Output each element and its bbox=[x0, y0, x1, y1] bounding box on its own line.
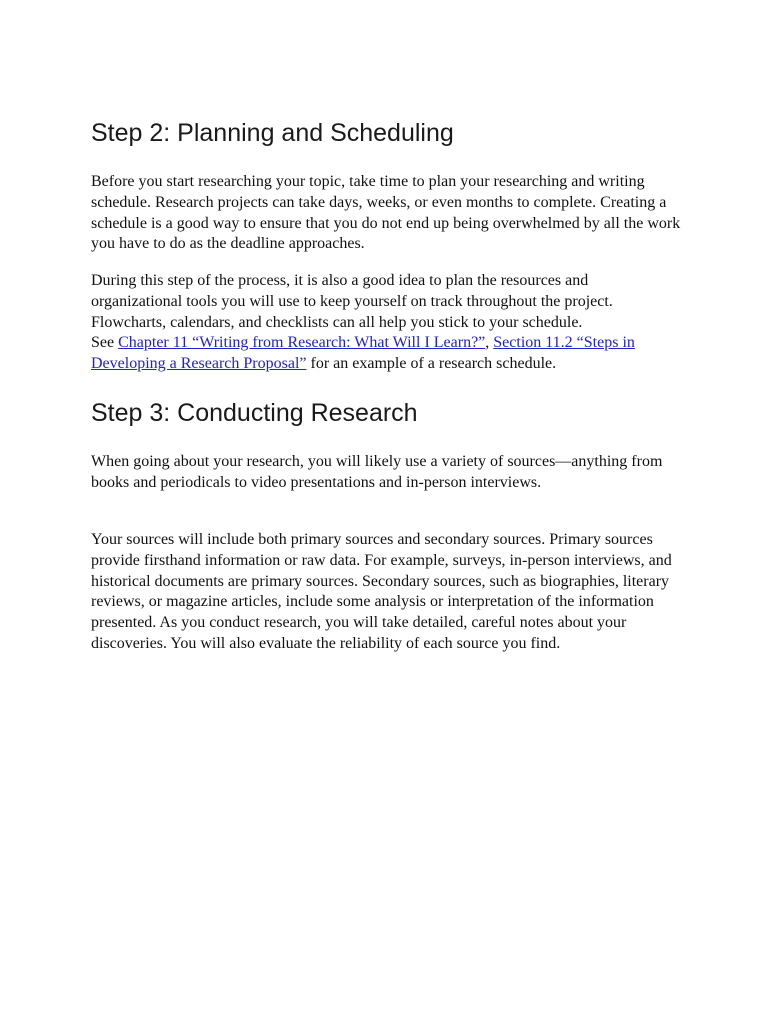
section-11-2-link[interactable]: Section 11.2 “Steps in Developing a Research Proposal” bbox=[91, 334, 635, 373]
see-label: See bbox=[91, 334, 119, 352]
step2-paragraph-2-tail: for an example of a research schedule. bbox=[306, 355, 557, 373]
step2-paragraph-1: Before you start researching your topic, take time to plan your researching and writing schedule. Research projects can take days, weeks, or even months to complete. Creating a schedule is a good way to ensure that you do not end up being overwhelmed by all the work you have to do as the deadline approaches. bbox=[91, 173, 681, 253]
chapter-11-link[interactable]: Chapter 11 “Writing from Research: What Will I Learn?” bbox=[118, 334, 486, 352]
step2-paragraph-2 bbox=[91, 271, 683, 375]
step2-paragraph-2-text: During this step of the process, it is also a good idea to plan the resources and organizational tools you will use to keep yourself on track throughout the project. Flowcharts, calendars, and checklists can all help you stick to your schedule. bbox=[91, 272, 613, 331]
step2-heading: Step 2: Planning and Scheduling bbox=[91, 119, 454, 147]
link-separator: , bbox=[485, 334, 494, 352]
step3-paragraph-1: When going about your research, you will likely use a variety of sources—anything from books and periodicals to video presentations and in-person interviews. bbox=[91, 453, 663, 491]
step3-heading: Step 3: Conducting Research bbox=[91, 399, 418, 427]
step3-paragraph-2: Your sources will include both primary sources and secondary sources. Primary sources provide firsthand information or raw data. For example, surveys, in-person interviews, and historical documents are primary sources. Secondary sources, such as biographies, literary reviews, or magazine articles, include some analysis or interpretation of the information presented. As you conduct research, you will take detailed, careful notes about your discoveries. You will also evaluate the reliability of each source you find. bbox=[91, 531, 672, 652]
